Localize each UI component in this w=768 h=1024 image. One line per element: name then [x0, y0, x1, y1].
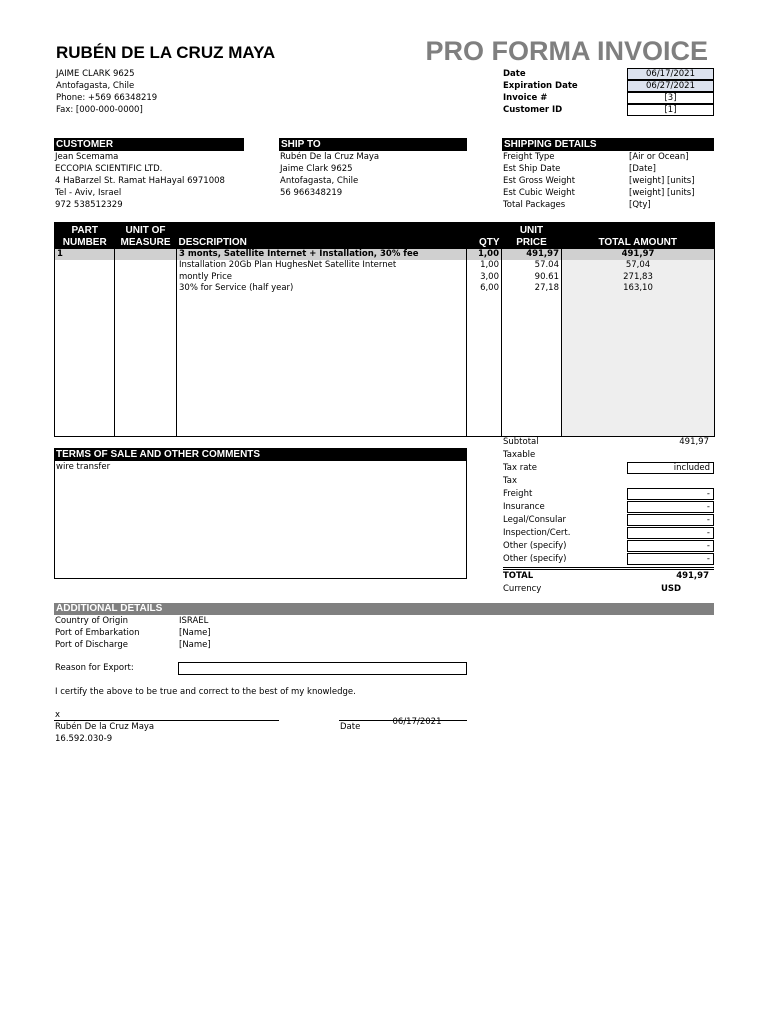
customer-section: [54, 138, 244, 211]
customer-heading: CUSTOMER: [54, 138, 244, 151]
summary-row: [503, 501, 714, 514]
ship-to-heading: SHIP TO: [279, 138, 467, 151]
invoice-summary: [503, 436, 714, 596]
ship-to-line: Antofagasta, Chile: [280, 176, 359, 186]
customer-id-field[interactable]: [1]: [627, 104, 714, 116]
table-row[interactable]: [55, 272, 715, 284]
cell-price[interactable]: 27,18: [502, 283, 562, 295]
invoice-number-field[interactable]: [3]: [627, 92, 714, 104]
empty-cell: [115, 295, 177, 437]
table-header-row: [55, 223, 715, 249]
total-label: TOTAL: [503, 571, 534, 581]
empty-cell: [467, 295, 502, 437]
summary-row: [503, 488, 714, 501]
shipping-heading: SHIPPING DETAILS: [502, 138, 714, 151]
additional-value[interactable]: [Name]: [179, 628, 211, 638]
col-unit-of-measure: UNIT OF MEASURE: [115, 223, 177, 249]
summary-row: [503, 449, 714, 462]
shipping-value[interactable]: [weight] [units]: [629, 176, 695, 186]
empty-cell: [502, 295, 562, 437]
additional-label: Port of Embarkation: [55, 628, 140, 638]
cell-qty[interactable]: 1,00: [467, 249, 502, 261]
other-field[interactable]: -: [627, 553, 714, 565]
taxable-label: Taxable: [503, 450, 536, 460]
shipping-label: Est Gross Weight: [503, 176, 576, 186]
freight-field[interactable]: -: [627, 488, 714, 500]
summary-row: [503, 436, 714, 449]
cell-description[interactable]: montly Price: [177, 272, 467, 284]
other-field[interactable]: -: [627, 540, 714, 552]
customer-line: Jean Scemama: [55, 152, 119, 162]
shipping-value[interactable]: [weight] [units]: [629, 188, 695, 198]
total-value: 491,97: [676, 571, 709, 581]
insurance-field[interactable]: -: [627, 501, 714, 513]
cell-qty[interactable]: 1,00: [467, 260, 502, 272]
company-name: RUBÉN DE LA CRUZ MAYA: [56, 43, 276, 62]
shipping-label: Freight Type: [503, 152, 555, 162]
shipping-value[interactable]: [Date]: [629, 164, 656, 174]
col-unit-price: UNIT PRICE: [502, 223, 562, 249]
signature-x: x: [55, 710, 61, 720]
meta-label: Expiration Date: [503, 81, 578, 91]
tax-rate-field[interactable]: included: [627, 462, 714, 474]
cell-part[interactable]: [55, 283, 115, 295]
customer-line: ECCOPIA SCIENTIFIC LTD.: [55, 164, 163, 174]
charge-label: Freight: [503, 489, 533, 499]
customer-line: 4 HaBarzel St. Ramat HaHayal 6971008: [55, 176, 225, 186]
reason-for-export-label: Reason for Export:: [55, 663, 134, 673]
cell-part[interactable]: [55, 260, 115, 272]
inspection-field[interactable]: -: [627, 527, 714, 539]
date-label: Date: [340, 722, 361, 732]
document-title: PRO FORMA INVOICE: [425, 36, 708, 66]
cell-total: 271,83: [562, 272, 715, 284]
col-part-number: PART NUMBER: [55, 223, 115, 249]
charge-label: Other (specify): [503, 541, 567, 551]
empty-cell: [177, 295, 467, 437]
meta-row: [503, 92, 714, 104]
terms-box: [54, 448, 467, 579]
table-row[interactable]: [55, 283, 715, 295]
ship-to-line: Jaime Clark 9625: [280, 164, 353, 174]
summary-row: [503, 514, 714, 527]
certification-text: I certify the above to be true and correct to the best of my knowledge.: [55, 687, 356, 697]
shipping-label: Est Ship Date: [503, 164, 561, 174]
shipping-value[interactable]: [Qty]: [629, 200, 651, 210]
ship-to-line: Rubén De la Cruz Maya: [280, 152, 380, 162]
terms-heading: TERMS OF SALE AND OTHER COMMENTS: [54, 448, 467, 461]
signer-name: Rubén De la Cruz Maya: [55, 722, 155, 732]
additional-label: Country of Origin: [55, 616, 129, 626]
shipping-details-section: [502, 138, 714, 211]
cell-price[interactable]: 491,97: [502, 249, 562, 261]
tax-label: Tax: [503, 476, 518, 486]
reason-for-export-field[interactable]: [178, 662, 467, 675]
cell-part[interactable]: 1: [55, 249, 115, 261]
charge-label: Insurance: [503, 502, 545, 512]
legal-consular-field[interactable]: -: [627, 514, 714, 526]
meta-label: Customer ID: [503, 105, 563, 115]
currency-label: Currency: [503, 584, 542, 594]
invoice-meta: [503, 68, 714, 116]
cell-qty[interactable]: 3,00: [467, 272, 502, 284]
additional-details: [55, 615, 355, 651]
date-field[interactable]: 06/17/2021: [627, 68, 714, 80]
shipping-label: Total Packages: [503, 200, 566, 210]
col-qty: QTY: [467, 223, 502, 249]
cell-uom[interactable]: [115, 283, 177, 295]
signer-id: 16.592.030-9: [55, 734, 113, 744]
table-row[interactable]: [55, 249, 715, 261]
col-total-amount: TOTAL AMOUNT: [562, 223, 715, 249]
summary-row: [503, 540, 714, 553]
customer-line: Tel - Aviv, Israel: [55, 188, 122, 198]
additional-label: Port of Discharge: [55, 640, 129, 650]
subtotal-label: Subtotal: [503, 437, 539, 447]
expiration-date-field[interactable]: 06/27/2021: [627, 80, 714, 92]
empty-cell: [55, 295, 115, 437]
shipping-row: [502, 163, 714, 175]
shipping-row: [502, 151, 714, 163]
tax-rate-label: Tax rate: [503, 463, 537, 473]
additional-value[interactable]: [Name]: [179, 640, 211, 650]
cell-total: 57,04: [562, 260, 715, 272]
shipping-row: [502, 187, 714, 199]
total-row: [503, 567, 714, 583]
shipping-value[interactable]: [Air or Ocean]: [629, 152, 689, 162]
ship-to-line: 56 966348219: [280, 188, 343, 198]
signature-line[interactable]: [54, 709, 279, 721]
subtotal-value: 491,97: [679, 437, 709, 447]
additional-details-heading: ADDITIONAL DETAILS: [54, 603, 714, 615]
shipping-label: Est Cubic Weight: [503, 188, 575, 198]
charge-label: Inspection/Cert.: [503, 528, 571, 538]
line-items-table: [54, 222, 715, 437]
signature-date: 06/17/2021: [392, 717, 442, 727]
cell-description[interactable]: 30% for Service (half year): [177, 283, 467, 295]
cell-price[interactable]: 90.61: [502, 272, 562, 284]
empty-cell: [562, 295, 715, 437]
address-line: Fax: [000-000-0000]: [56, 105, 143, 115]
col-description: DESCRIPTION: [177, 223, 467, 249]
currency-value: USD: [661, 584, 682, 594]
meta-row: [503, 80, 714, 92]
shipping-row: [502, 199, 714, 211]
summary-row: [503, 462, 714, 475]
additional-row: [55, 627, 355, 639]
address-line: JAIME CLARK 9625: [56, 69, 135, 79]
cell-uom[interactable]: [115, 260, 177, 272]
meta-label: Date: [503, 69, 526, 79]
table-empty-row: [55, 295, 715, 437]
terms-text[interactable]: wire transfer: [56, 462, 111, 472]
meta-row: [503, 104, 714, 116]
address-line: Antofagasta, Chile: [56, 81, 135, 91]
cell-description[interactable]: 3 monts, Satellite Internet + Installation, 30% fee: [177, 249, 467, 261]
meta-label: Invoice #: [503, 93, 548, 103]
meta-row: [503, 68, 714, 80]
cell-part[interactable]: [55, 272, 115, 284]
charge-label: Other (specify): [503, 554, 567, 564]
additional-row: [55, 639, 355, 651]
cell-uom[interactable]: [115, 272, 177, 284]
sender-address: [56, 68, 157, 116]
shipping-row: [502, 175, 714, 187]
table-row[interactable]: [55, 260, 715, 272]
customer-line: 972 538512329: [55, 200, 123, 210]
summary-row: [503, 527, 714, 540]
ship-to-section: [279, 138, 467, 199]
charge-label: Legal/Consular: [503, 515, 567, 525]
additional-value[interactable]: ISRAEL: [179, 616, 209, 626]
summary-row: [503, 553, 714, 566]
additional-row: [55, 615, 355, 627]
cell-uom[interactable]: [115, 249, 177, 261]
cell-description[interactable]: Installation 20Gb Plan HughesNet Satellite Internet: [177, 260, 467, 272]
cell-qty[interactable]: 6,00: [467, 283, 502, 295]
cell-total: 163,10: [562, 283, 715, 295]
cell-total: 491,97: [562, 249, 715, 261]
currency-row: [503, 583, 714, 596]
summary-row: [503, 475, 714, 488]
address-line: Phone: +569 66348219: [56, 93, 158, 103]
cell-price[interactable]: 57.04: [502, 260, 562, 272]
